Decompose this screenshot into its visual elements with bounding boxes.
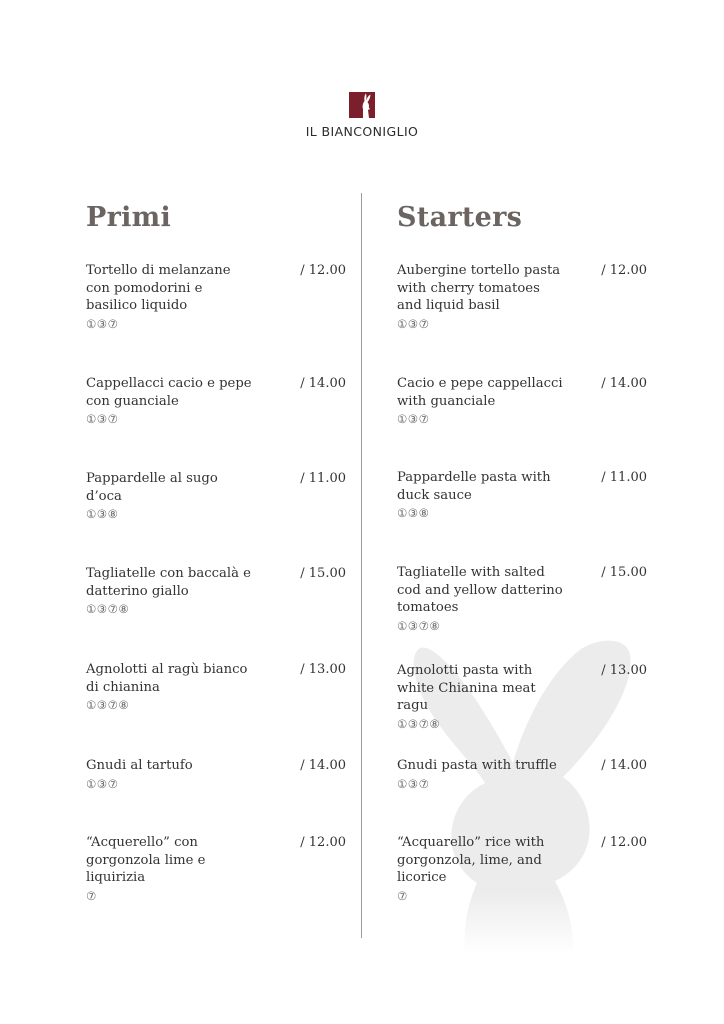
- item-price: / 15.00: [300, 566, 346, 581]
- item-name: Gnudi pasta with truffle: [397, 758, 557, 773]
- menu-item: [86, 757, 346, 791]
- item-name: Tagliatelle with salted cod and yellow datterino tomatoes: [397, 565, 563, 615]
- menu-item: [397, 469, 647, 520]
- menu-item: [86, 834, 346, 903]
- menu-item: [86, 565, 346, 616]
- menu-item: [397, 757, 647, 791]
- menu-item: [397, 262, 647, 331]
- menu-item: [86, 375, 346, 426]
- item-name: Gnudi al tartufo: [86, 758, 193, 773]
- item-allergens: ①③⑦⑧: [397, 716, 441, 731]
- item-price: / 12.00: [300, 835, 346, 850]
- item-allergens: ⑦: [397, 888, 408, 903]
- item-allergens: ①③⑧: [397, 506, 430, 520]
- menu-item: [86, 470, 346, 521]
- item-name: Cappellacci cacio e pepe con guanciale: [86, 376, 252, 409]
- item-allergens: ①③⑦: [397, 776, 430, 791]
- item-name: Agnolotti pasta with white Chianina meat ragu: [397, 663, 536, 713]
- item-price: / 13.00: [601, 663, 647, 678]
- item-name: Tortello di melanzane con pomodorini e basilico liquido: [86, 263, 231, 313]
- item-allergens: ①③⑦: [397, 316, 430, 331]
- item-price: / 11.00: [601, 470, 647, 485]
- menu-item: [86, 262, 346, 331]
- item-price: / 14.00: [300, 758, 346, 773]
- brand-name: IL BIANCONIGLIO: [305, 124, 419, 139]
- item-allergens: ①③⑧: [86, 507, 119, 521]
- item-name: Aubergine tortello pasta with cherry tomatoes and liquid basil: [397, 263, 561, 313]
- menu-item: [397, 564, 647, 633]
- item-allergens: ①③⑦: [86, 412, 119, 426]
- item-price: / 11.00: [300, 471, 346, 486]
- item-name: Pappardelle pasta with duck sauce: [397, 470, 551, 503]
- menu-item: [397, 834, 647, 903]
- item-price: / 12.00: [601, 835, 647, 850]
- item-price: / 12.00: [300, 263, 346, 278]
- menu-item: [397, 662, 647, 731]
- item-price: / 15.00: [601, 565, 647, 580]
- item-allergens: ①③⑦: [86, 316, 119, 331]
- menu-item: [86, 661, 346, 712]
- item-name: Pappardelle al sugo d’oca: [86, 471, 218, 504]
- item-allergens: ①③⑦⑧: [86, 698, 130, 712]
- item-allergens: ①③⑦⑧: [86, 602, 130, 616]
- menu-item: [397, 375, 647, 426]
- item-price: / 14.00: [601, 376, 647, 391]
- item-allergens: ①③⑦⑧: [397, 618, 441, 633]
- item-name: “Acquerello” con gorgonzola lime e liquirizia: [86, 835, 206, 885]
- item-name: Cacio e pepe cappellacci with guanciale: [397, 376, 563, 409]
- section-heading: Primi: [86, 202, 172, 233]
- item-name: Tagliatelle con baccalà e datterino giallo: [86, 566, 251, 599]
- item-allergens: ①③⑦: [86, 776, 119, 791]
- item-price: / 14.00: [300, 376, 346, 391]
- item-allergens: ⑦: [86, 888, 97, 903]
- logo: [0, 92, 724, 139]
- item-price: / 14.00: [601, 758, 647, 773]
- section-heading: Starters: [397, 202, 523, 233]
- column-divider: [361, 193, 362, 938]
- item-price: / 12.00: [601, 263, 647, 278]
- item-name: “Acquarello” rice with gorgonzola, lime, and licorice: [397, 835, 545, 885]
- item-name: Agnolotti al ragù bianco di chianina: [86, 662, 248, 695]
- rabbit-logo-icon: [349, 92, 375, 118]
- item-price: / 13.00: [300, 662, 346, 677]
- item-allergens: ①③⑦: [397, 412, 430, 426]
